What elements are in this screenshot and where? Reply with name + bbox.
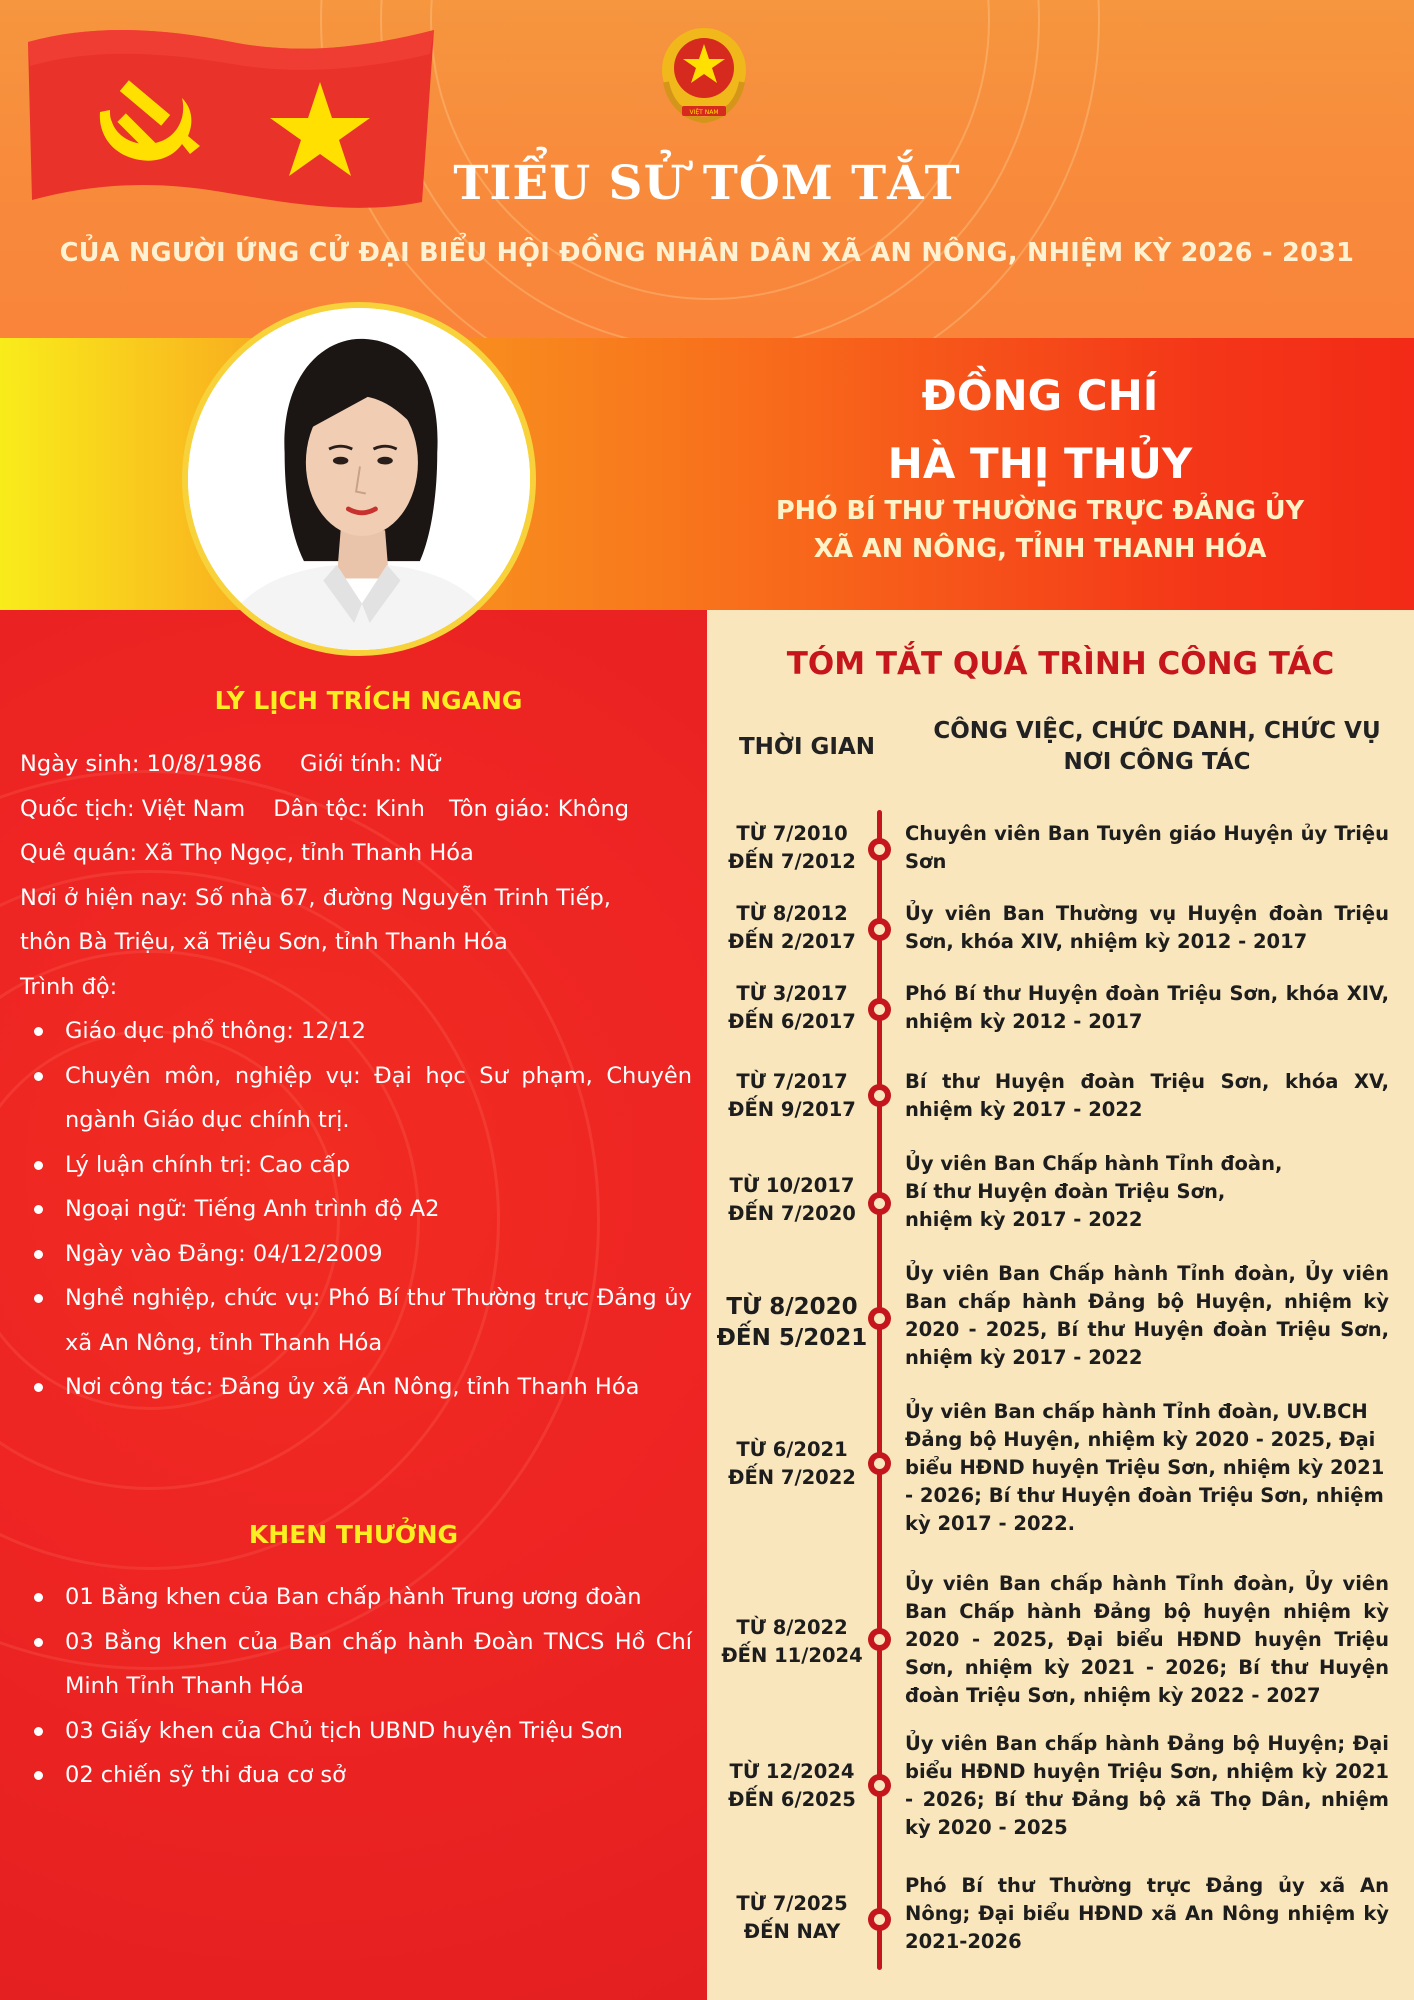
column-header-time: THỜI GIAN [738, 734, 876, 760]
nationality: Quốc tịch: Việt Nam [20, 795, 246, 822]
date-from: TỪ 8/2020 [726, 1294, 858, 1320]
timeline-node-icon [868, 838, 891, 861]
date-to: ĐẾN 6/2017 [728, 1010, 856, 1033]
religion: Tôn giáo: Không [448, 795, 630, 822]
list-item: Ngoại ngữ: Tiếng Anh trình độ A2 [20, 1187, 692, 1232]
timeline-desc: Chuyên viên Ban Tuyên giáo Huyện ủy Triệu Sơn [905, 822, 1389, 873]
timeline-node-icon [868, 1192, 891, 1215]
timeline-date [707, 980, 877, 1036]
timeline-date [707, 1614, 877, 1670]
timeline-node-icon [868, 1774, 891, 1797]
list-item: Nơi công tác: Đảng ủy xã An Nông, tỉnh Thanh Hóa [20, 1365, 692, 1410]
list-item: Chuyên môn, nghiệp vụ: Đại học Sư phạm, Chuyên ngành Giáo dục chính trị. [20, 1054, 692, 1143]
list-item: 03 Bằng khen của Ban chấp hành Đoàn TNCS Hồ Chí Minh Tỉnh Thanh Hóa [20, 1620, 692, 1709]
timeline-desc: Ủy viên Ban chấp hành Đảng bộ Huyện; Đại biểu HĐND huyện Triệu Sơn, nhiệm kỳ 2021 - 2026; Bí thư Đảng bộ xã Thọ Dân, nhiệm kỳ 2020 - 2025 [905, 1732, 1389, 1839]
timeline-desc: Ủy viên Ban chấp hành Tỉnh đoàn, Ủy viên Ban Chấp hành Đảng bộ huyện nhiệm kỳ 2020 - 2025, Đại biểu HĐND huyện Triệu Sơn, nhiệm kỳ 2021 - 2026; Bí thư Huyện đoàn Triệu Sơn, nhiệm kỳ 2022 - 2027 [905, 1572, 1389, 1707]
person-position [640, 492, 1414, 568]
timeline-desc: Ủy viên Ban chấp hành Tỉnh đoàn, UV.BCH Đảng bộ Huyện, nhiệm kỳ 2020 - 2025, Đại biểu HĐND huyện Triệu Sơn, nhiệm kỳ 2021 - 2026; Bí thư Huyện đoàn Triệu Sơn, nhiệm kỳ 2017 - 2022. [905, 1400, 1385, 1535]
timeline-date [707, 1172, 877, 1228]
header-banner [0, 0, 1414, 338]
column-header-work-line: NƠI CÔNG TÁC [1063, 749, 1251, 775]
list-item: 02 chiến sỹ thi đua cơ sở [20, 1753, 692, 1798]
date-to: ĐẾN 7/2020 [728, 1202, 856, 1225]
bio-line [20, 787, 690, 832]
date-from: TỪ 7/2017 [736, 1070, 848, 1093]
list-item: Lý luận chính trị: Cao cấp [20, 1143, 692, 1188]
bio-info [20, 742, 690, 1009]
timeline-desc: Phó Bí thư Huyện đoàn Triệu Sơn, khóa XIV, nhiệm kỳ 2012 - 2017 [905, 982, 1389, 1033]
timeline-node-icon [868, 1307, 891, 1330]
list-item: 03 Giấy khen của Chủ tịch UBND huyện Triệu Sơn [20, 1709, 692, 1754]
person-honorific: ĐỒNG CHÍ [921, 371, 1159, 420]
list-item: Giáo dục phổ thông: 12/12 [20, 1009, 692, 1054]
person-name-block [640, 362, 1414, 498]
date-to: ĐẾN 5/2021 [716, 1325, 868, 1351]
column-header-work [897, 716, 1414, 778]
list-item: Nghề nghiệp, chức vụ: Phó Bí thư Thường trực Đảng ủy xã An Nông, tỉnh Thanh Hóa [20, 1276, 692, 1365]
timeline-date [707, 1292, 877, 1354]
timeline-date [707, 900, 877, 956]
career-panel [707, 610, 1414, 2000]
timeline-date [707, 1436, 877, 1492]
timeline-desc: Ủy viên Ban Thường vụ Huyện đoàn Triệu Sơn, khóa XIV, nhiệm kỳ 2012 - 2017 [905, 902, 1389, 953]
bio-heading: LÝ LỊCH TRÍCH NGANG [214, 686, 523, 715]
residence: thôn Bà Triệu, xã Triệu Sơn, tỉnh Thanh Hóa [20, 929, 508, 955]
bio-line [20, 742, 690, 787]
column-header-work-line: CÔNG VIỆC, CHỨC DANH, CHỨC VỤ [933, 718, 1381, 744]
timeline-date [707, 1068, 877, 1124]
person-position-line: PHÓ BÍ THƯ THƯỜNG TRỰC ĐẢNG ỦY [775, 496, 1305, 526]
national-emblem-icon [652, 22, 756, 126]
birth-date: Ngày sinh: 10/8/1986 [20, 751, 262, 777]
timeline-desc: Phó Bí thư Thường trực Đảng ủy xã An Nông; Đại biểu HĐND xã An Nông nhiệm kỳ 2021-2026 [905, 1874, 1389, 1953]
person-position-line: XÃ AN NÔNG, TỈNH THANH HÓA [813, 534, 1267, 564]
timeline-node-icon [868, 1452, 891, 1475]
person-name: HÀ THỊ THỦY [887, 439, 1193, 488]
person-portrait-icon [188, 308, 530, 650]
date-to: ĐẾN 6/2025 [728, 1788, 856, 1811]
hometown: Quê quán: Xã Thọ Ngọc, tỉnh Thanh Hóa [20, 840, 474, 866]
portrait-photo [182, 302, 536, 656]
timeline-node-icon [868, 1084, 891, 1107]
page-subtitle: CỦA NGƯỜI ỨNG CỬ ĐẠI BIỂU HỘI ĐỒNG NHÂN DÂN XÃ AN NÔNG, NHIỆM KỲ 2026 - 2031 [59, 238, 1355, 268]
date-from: TỪ 6/2021 [736, 1438, 848, 1461]
date-to: ĐẾN 7/2012 [728, 850, 856, 873]
gender: Giới tính: Nữ [299, 751, 441, 777]
timeline-desc: Bí thư Huyện đoàn Triệu Sơn, khóa XV, nhiệm kỳ 2017 - 2022 [905, 1070, 1389, 1121]
education-label: Trình độ: [20, 973, 118, 1000]
date-from: TỪ 8/2022 [736, 1616, 848, 1639]
awards-list [20, 1575, 692, 1798]
timeline-desc: Ủy viên Ban Chấp hành Tỉnh đoàn, Ủy viên Ban chấp hành Đảng bộ Huyện, nhiệm kỳ 2020 - 2025, Bí thư Huyện đoàn Triệu Sơn, nhiệm kỳ 2017 - 2022 [905, 1262, 1389, 1369]
date-to: ĐẾN 11/2024 [721, 1644, 863, 1667]
ethnicity: Dân tộc: Kinh [273, 795, 425, 822]
timeline-node-icon [868, 998, 891, 1021]
timeline-date [707, 1890, 877, 1946]
bio-list [20, 1009, 692, 1410]
awards-heading: KHEN THƯỞNG [248, 1520, 459, 1549]
date-from: TỪ 3/2017 [736, 982, 848, 1005]
timeline-node-icon [868, 1908, 891, 1931]
career-heading: TÓM TẮT QUÁ TRÌNH CÔNG TÁC [786, 646, 1335, 682]
date-to: ĐẾN NAY [743, 1920, 841, 1943]
timeline-desc: Ủy viên Ban Chấp hành Tỉnh đoàn, Bí thư Huyện đoàn Triệu Sơn, nhiệm kỳ 2017 - 2022 [905, 1152, 1283, 1231]
list-item: 01 Bằng khen của Ban chấp hành Trung ương đoàn [20, 1575, 692, 1620]
date-from: TỪ 7/2010 [736, 822, 848, 845]
timeline-node-icon [868, 1628, 891, 1651]
timeline-date [707, 1758, 877, 1814]
timeline-node-icon [868, 918, 891, 941]
page-title: TIỂU SỬ TÓM TẮT [453, 156, 961, 211]
residence: Nơi ở hiện nay: Số nhà 67, đường Nguyễn Trinh Tiếp, [20, 884, 611, 911]
date-from: TỪ 8/2012 [736, 902, 848, 925]
date-from: TỪ 12/2024 [729, 1760, 855, 1783]
bio-panel [0, 610, 707, 2000]
date-to: ĐẾN 7/2022 [728, 1466, 856, 1489]
date-from: TỪ 10/2017 [729, 1174, 855, 1197]
date-to: ĐẾN 2/2017 [728, 930, 856, 953]
list-item: Ngày vào Đảng: 04/12/2009 [20, 1232, 692, 1277]
date-to: ĐẾN 9/2017 [728, 1098, 856, 1121]
svg-text:VIỆT NAM: VIỆT NAM [689, 109, 719, 116]
date-from: TỪ 7/2025 [736, 1892, 848, 1915]
timeline-date [707, 820, 877, 876]
